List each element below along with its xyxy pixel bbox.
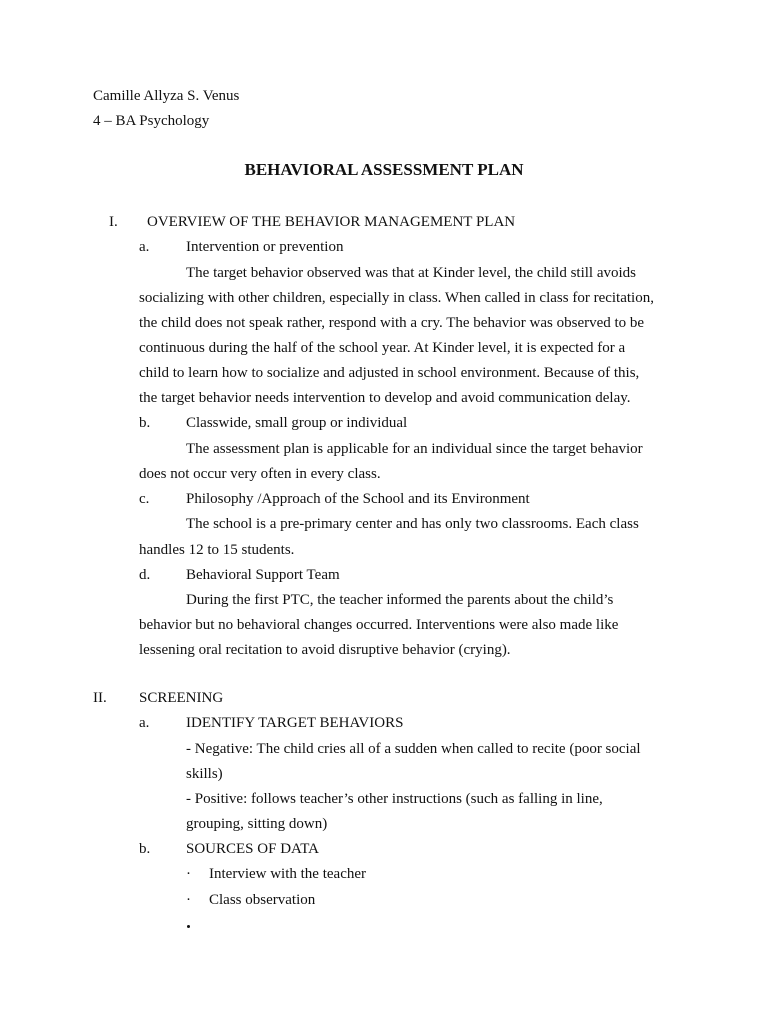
section-1a-letter: a. bbox=[139, 239, 150, 255]
section-1d-line: During the first PTC, the teacher informed the parents about the child’s bbox=[186, 592, 614, 608]
bullet-icon: · bbox=[186, 892, 191, 908]
section-1d-heading: Behavioral Support Team bbox=[186, 567, 340, 583]
section-2-numeral: II. bbox=[93, 690, 107, 706]
section-1a-line: the child does not speak rather, respond with a cry. The behavior was observed to be bbox=[139, 315, 645, 331]
section-1a-line: The target behavior observed was that at Kinder level, the child still avoids bbox=[186, 265, 637, 281]
section-1b-line: does not occur very often in every class. bbox=[139, 466, 381, 482]
author-name: Camille Allyza S. Venus bbox=[93, 88, 240, 104]
section-1c-heading: Philosophy /Approach of the School and its Environment bbox=[186, 491, 530, 507]
section-1d-line: behavior but no behavioral changes occurred. Interventions were also made like bbox=[139, 617, 619, 633]
section-1b-letter: b. bbox=[139, 415, 151, 431]
section-2a-line: skills) bbox=[186, 766, 223, 782]
section-1a-line: socializing with other children, especially in class. When called in class for recitation, bbox=[139, 290, 654, 306]
empty-bullet-icon bbox=[187, 925, 190, 928]
section-2-heading: SCREENING bbox=[139, 690, 224, 706]
section-2b-letter: b. bbox=[139, 841, 151, 857]
bullet-icon: · bbox=[186, 866, 191, 882]
section-1-heading: OVERVIEW OF THE BEHAVIOR MANAGEMENT PLAN bbox=[147, 214, 516, 230]
section-1-numeral: I. bbox=[109, 214, 118, 230]
section-2a-line: - Positive: follows teacher’s other instructions (such as falling in line, bbox=[186, 791, 603, 807]
section-1b-line: The assessment plan is applicable for an individual since the target behavior bbox=[186, 441, 643, 457]
section-1c-letter: c. bbox=[139, 491, 150, 507]
section-2b-heading: SOURCES OF DATA bbox=[186, 841, 319, 857]
page-title: BEHAVIORAL ASSESSMENT PLAN bbox=[244, 160, 524, 179]
section-2a-line: - Negative: The child cries all of a sudden when called to recite (poor social bbox=[186, 741, 641, 757]
section-1a-line: continuous during the half of the school year. At Kinder level, it is expected for a bbox=[139, 340, 626, 356]
section-2a-heading: IDENTIFY TARGET BEHAVIORS bbox=[186, 715, 404, 731]
list-item: Class observation bbox=[209, 892, 316, 908]
list-item: Interview with the teacher bbox=[209, 866, 367, 882]
section-1a-heading: Intervention or prevention bbox=[186, 239, 344, 255]
section-1d-letter: d. bbox=[139, 567, 151, 583]
section-1c-line: The school is a pre-primary center and has only two classrooms. Each class bbox=[186, 516, 639, 532]
section-1c-line: handles 12 to 15 students. bbox=[139, 542, 295, 558]
section-1a-line: child to learn how to socialize and adjusted in school environment. Because of this, bbox=[139, 365, 640, 381]
section-1a-line: the target behavior needs intervention to develop and avoid communication delay. bbox=[139, 390, 631, 406]
section-2a-line: grouping, sitting down) bbox=[186, 816, 328, 832]
section-2a-letter: a. bbox=[139, 715, 150, 731]
author-course: 4 – BA Psychology bbox=[93, 113, 210, 129]
section-1b-heading: Classwide, small group or individual bbox=[186, 415, 408, 431]
section-1d-line: lessening oral recitation to avoid disruptive behavior (crying). bbox=[139, 642, 511, 658]
